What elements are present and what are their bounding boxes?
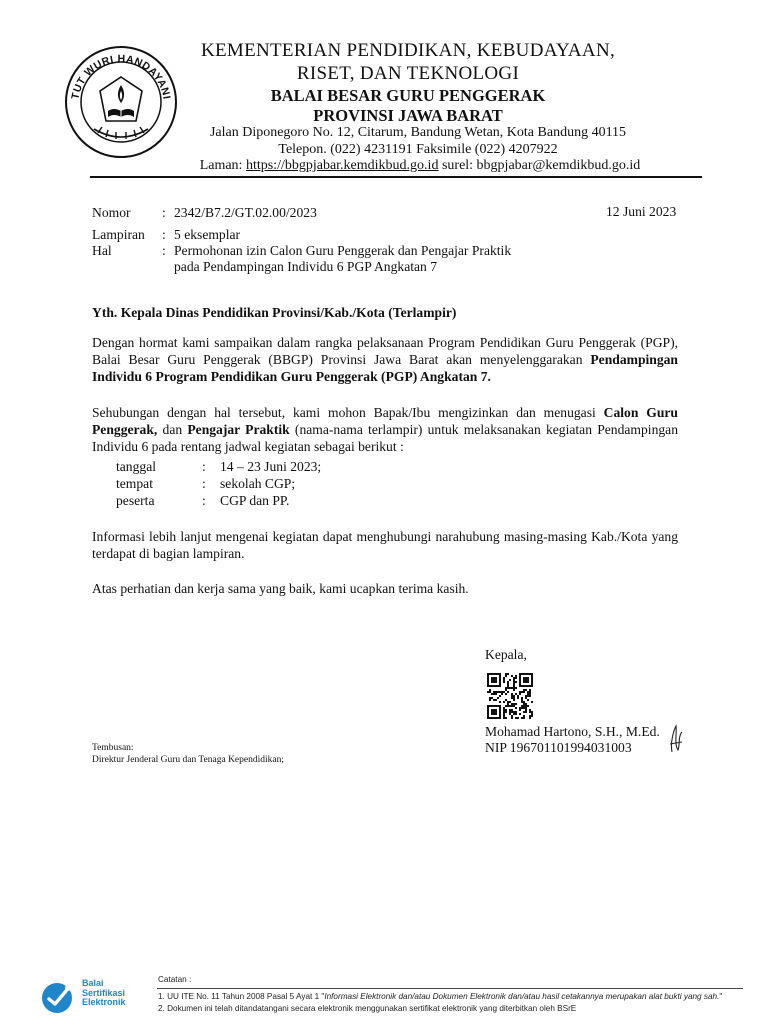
- colon: :: [202, 493, 206, 508]
- letter-date: 12 Juni 2023: [606, 204, 677, 219]
- detail-value: CGP dan PP.: [220, 493, 290, 508]
- bsre-logo: [40, 979, 160, 1019]
- paragraph-2-text-2: dan: [157, 422, 188, 437]
- office-phone: Telepon. (022) 4231191 Faksimile (022) 4207922: [278, 142, 558, 157]
- recipient: Yth. Kepala Dinas Pendidikan Provinsi/Kab./Kota (Terlampir): [92, 305, 457, 320]
- paragraph-2-bold-2: Pengajar Praktik: [187, 422, 290, 437]
- footnote-2: 2. Dokumen ini telah ditandatangani secara elektronik menggunakan sertifikat elektronik yang diterbitkan oleh BSrE: [158, 1004, 577, 1013]
- catatan-label: Catatan :: [158, 975, 192, 984]
- paragraph-2-bold-1: Calon Guru Penggerak,: [92, 405, 678, 437]
- website-link[interactable]: https://bbgpjabar.kemdikbud.go.id: [245, 158, 439, 173]
- web-label: Laman:: [199, 158, 243, 173]
- detail-key: peserta: [116, 493, 155, 508]
- detail-key: tempat: [116, 476, 153, 491]
- office-web-row: [160, 158, 680, 174]
- paragraph-3: Informasi lebih lanjut mengenai kegiatan dapat menghubungi narahubung masing-masing Kab./Kota yang terdapat di bagian lampiran.: [92, 529, 678, 561]
- colon: :: [162, 205, 166, 220]
- lampiran-value: 5 eksemplar: [174, 227, 241, 242]
- office-address: Jalan Diponegoro No. 12, Citarum, Bandung Wetan, Kota Bandung 40115: [209, 125, 627, 140]
- footnote-1-prefix: 1. UU ITE No. 11 Tahun 2008 Pasal 5 Ayat 1 ": [158, 992, 325, 1001]
- tembusan-label: Tembusan:: [92, 743, 134, 753]
- detail-row-tanggal: [116, 458, 321, 475]
- colon: :: [162, 227, 166, 242]
- colon: :: [162, 243, 166, 258]
- tembusan-item: Direktur Jenderal Guru dan Tenaga Kependidikan;: [92, 755, 284, 765]
- detail-value: sekolah CGP;: [220, 476, 296, 491]
- footnote-1: [158, 991, 758, 1003]
- handwritten-signature: [666, 722, 686, 761]
- letter-meta-table: [92, 205, 511, 275]
- detail-value: 14 – 23 Juni 2023;: [220, 459, 322, 474]
- footnote-1-italic: Informasi Elektronik dan/atau Dokumen Elektronik dan/atau hasil cetakannya merupakan alat bukti yang sah.: [324, 992, 720, 1001]
- hal-value-line-1: Permohonan izin Calon Guru Penggerak dan Pengajar Praktik: [174, 243, 512, 258]
- paragraph-1-bold: Pendampingan Individu 6 Program Pendidikan Guru Penggerak (PGP) Angkatan 7.: [92, 352, 678, 384]
- hal-label: Hal: [92, 243, 112, 258]
- qr-code: [487, 673, 533, 719]
- paragraph-2: [92, 404, 678, 455]
- lampiran-label: Lampiran: [92, 227, 145, 242]
- tut-wuri-handayani-logo: [64, 45, 178, 159]
- office-line-1: BALAI BESAR GURU PENGGERAK: [270, 86, 546, 105]
- ministry-line-2: RISET, DAN TEKNOLOGI: [296, 63, 520, 84]
- colon: :: [202, 476, 206, 491]
- signatory-name: Mohamad Hartono, S.H., M.Ed.: [485, 724, 660, 739]
- signatory-title: Kepala,: [485, 647, 527, 662]
- nomor-label: Nomor: [92, 205, 131, 220]
- footnote-1-suffix: ": [719, 992, 723, 1001]
- detail-row-tempat: [116, 475, 295, 492]
- bsre-text-2: Sertifikasi: [82, 987, 126, 998]
- signatory-nip: NIP 196701101994031003: [485, 740, 632, 755]
- colon: :: [202, 459, 206, 474]
- paragraph-2-text-1: Sehubungan dengan hal tersebut, kami mohon Bapak/Ibu mengizinkan dan menugasi: [92, 405, 604, 420]
- paragraph-4: Atas perhatian dan kerja sama yang baik, kami ucapkan terima kasih.: [92, 581, 469, 596]
- detail-key: tanggal: [116, 459, 157, 474]
- paragraph-2-text-3: (nama-nama terlampir) untuk melaksanakan kegiatan Pendampingan Individu 6 pada rentang jadwal kegiatan sebagai berikut :: [92, 422, 679, 454]
- detail-row-peserta: [116, 492, 289, 509]
- bsre-emblem-icon: [40, 981, 76, 1015]
- paragraph-1: [92, 334, 678, 385]
- nomor-value: 2342/B7.2/GT.02.00/2023: [174, 205, 317, 220]
- bsre-text-3: Elektronik: [82, 997, 126, 1008]
- logo-motto: TUT WURI HANDAYANI: [69, 52, 173, 101]
- office-line-2: PROVINSI JAWA BARAT: [313, 106, 503, 125]
- ministry-line-1: KEMENTERIAN PENDIDIKAN, KEBUDAYAAN,: [200, 40, 616, 61]
- email-text: surel: bbgpjabar@kemdikbud.go.id: [441, 158, 641, 173]
- letterhead-divider: [90, 176, 702, 178]
- footnote-divider: [157, 988, 743, 989]
- hal-value-line-2: pada Pendampingan Individu 6 PGP Angkatan 7: [174, 259, 438, 274]
- bsre-text-1: Balai: [82, 978, 104, 988]
- paragraph-1-text: Dengan hormat kami sampaikan dalam rangka pelaksanaan Program Pendidikan Guru Penggerak (PGP), Balai Besar Guru Penggerak (BBGP) Provinsi Jawa Barat akan menyelenggarakan: [92, 335, 678, 367]
